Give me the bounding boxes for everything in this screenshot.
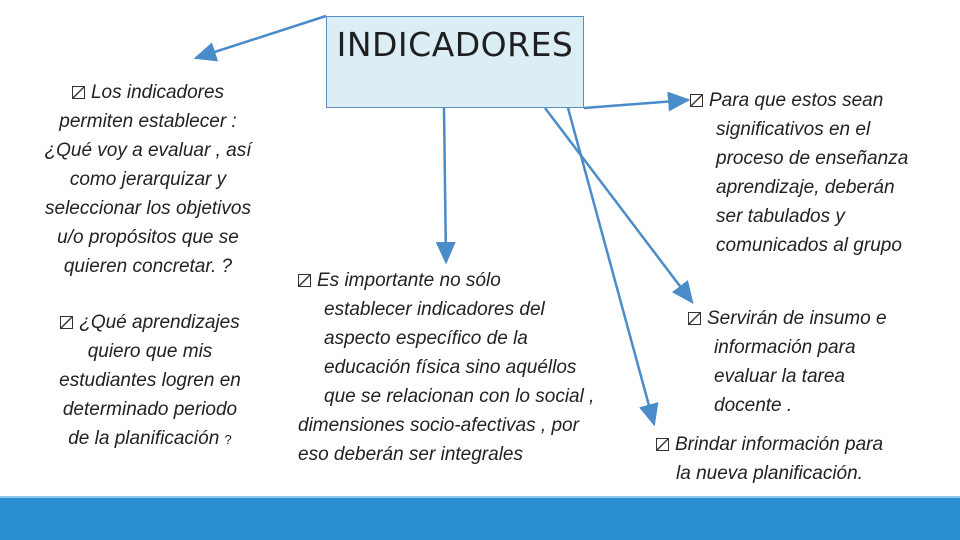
text-line: proceso de enseñanza (716, 148, 909, 169)
text-line: Es importante no sólo (298, 266, 638, 295)
text-line: establecer indicadores del (324, 299, 545, 320)
arrow-to-middle (444, 108, 446, 262)
right-text-block-2 (688, 304, 928, 420)
text-line: información para (714, 337, 856, 358)
footer-bar (0, 498, 960, 540)
text-line: u/o propósitos que se (57, 227, 239, 248)
text-line: Servirán de insumo e (688, 304, 928, 333)
text-line: significativos en el (716, 119, 871, 140)
checkbox-bullet-icon (690, 94, 703, 107)
left-text-block-1 (20, 78, 276, 281)
checkbox-bullet-icon (688, 312, 701, 325)
text-line: eso deberán ser integrales (298, 444, 523, 465)
text-line: evaluar la tarea (714, 366, 845, 387)
text-line: determinado periodo (62, 399, 238, 420)
text-line: seleccionar los objetivos (45, 198, 251, 219)
text-line: quieren concretar. ? (63, 256, 233, 277)
checkbox-bullet-icon (72, 86, 85, 99)
text-line: ser tabulados y (716, 206, 845, 227)
text-line: docente . (714, 395, 793, 416)
checkbox-bullet-icon (60, 316, 73, 329)
text-line: quiero que mis (87, 341, 213, 362)
text-line: aspecto específico de la (324, 328, 528, 349)
text-line: estudiantes logren en (59, 370, 241, 391)
text-line: comunicados al grupo (716, 235, 902, 256)
checkbox-bullet-icon (656, 438, 669, 451)
checkbox-bullet-icon (298, 274, 311, 287)
text-line: Para que estos sean (690, 86, 950, 115)
text-line: aprendizaje, deberán (716, 177, 895, 198)
text-line: educación física sino aquéllos (324, 357, 577, 378)
middle-text-block (298, 266, 638, 469)
text-line: Los indicadores (20, 78, 276, 107)
right-text-block-1 (690, 86, 950, 260)
arrow-to-right-top (584, 100, 688, 108)
indicadores-box (326, 16, 584, 108)
text-line: como jerarquizar y (69, 169, 227, 190)
arrow-to-left (196, 16, 326, 58)
text-line: de la planificación ? (68, 428, 232, 449)
text-line: que se relacionan con lo social , (324, 386, 595, 407)
text-line: dimensiones socio-afectivas , por (298, 415, 579, 436)
text-line: ¿Qué voy a evaluar , así (44, 140, 252, 161)
text-line: la nueva planificación. (676, 463, 863, 484)
text-line: permiten establecer : (59, 111, 237, 132)
left-text-block-2 (22, 308, 278, 454)
right-text-block-3 (656, 430, 916, 488)
text-line: ¿Qué aprendizajes (22, 308, 278, 337)
center-title: INDICADORES (336, 24, 574, 64)
text-line: Brindar información para (656, 430, 916, 459)
